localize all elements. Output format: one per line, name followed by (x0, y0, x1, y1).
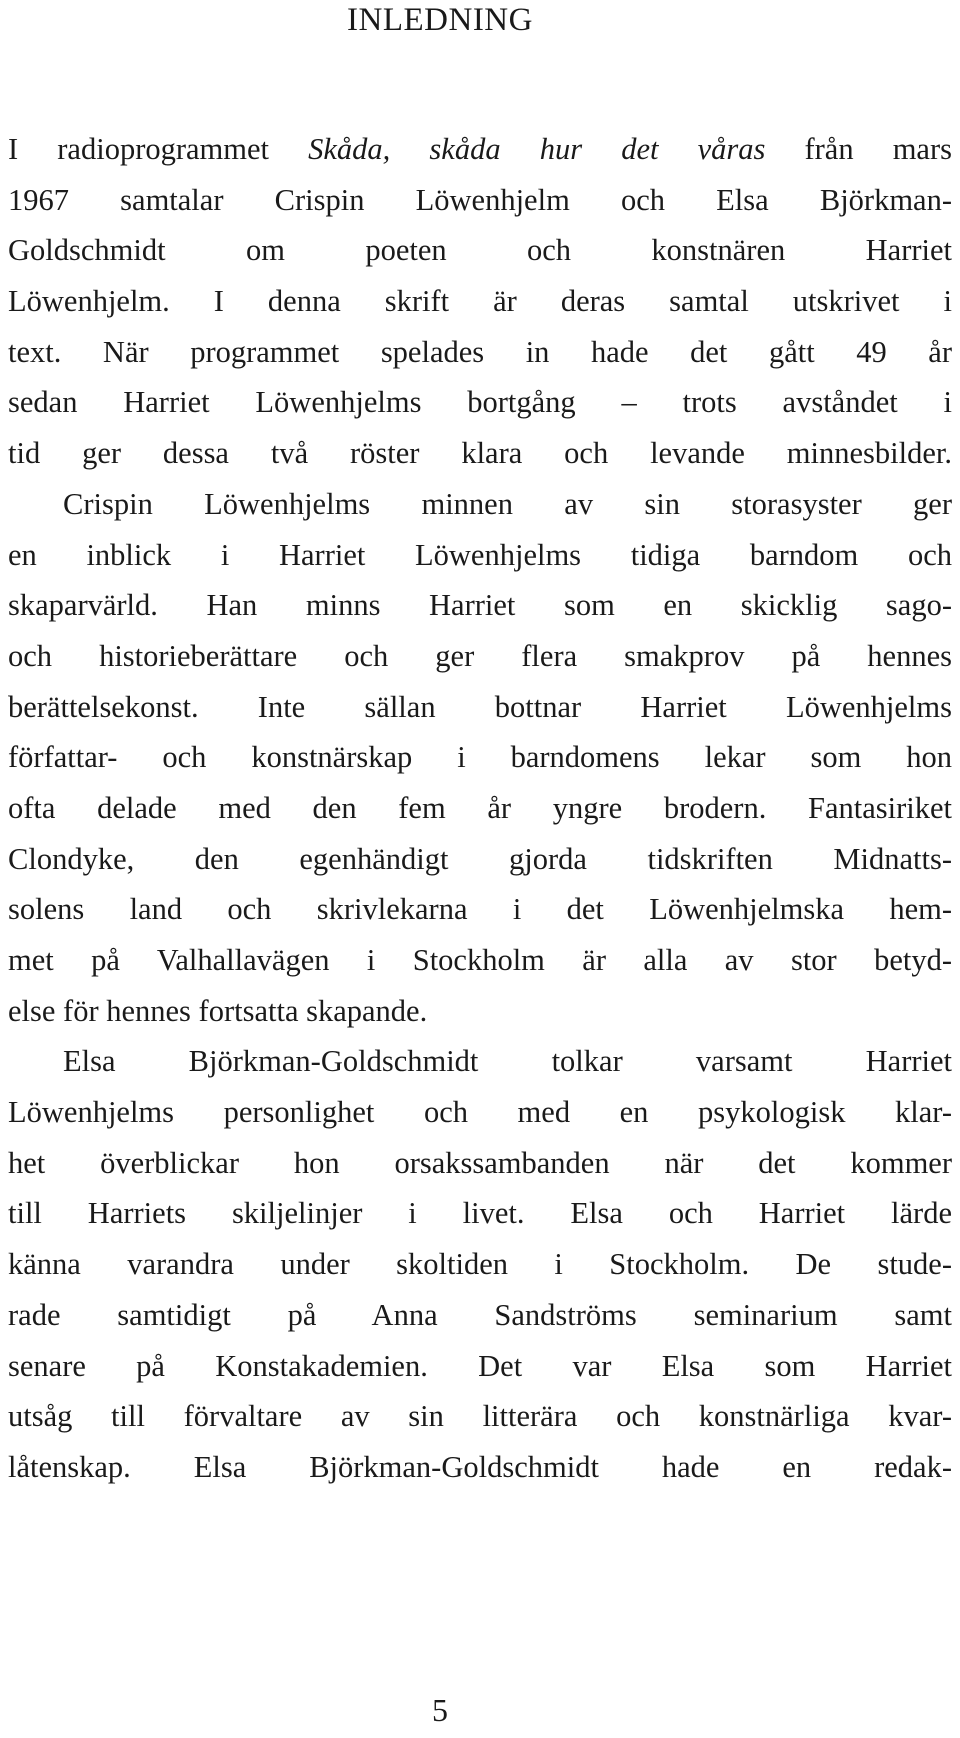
text-line: berättelsekonst. Inte sällan bottnar Harriet Löwenhjelms (8, 689, 952, 724)
text-line: else för hennes fortsatta skapande. (8, 993, 428, 1028)
text-line: sedan Harriet Löwenhjelms bortgång – trots avståndet i (8, 385, 952, 420)
text-line: skaparvärld. Han minns Harriet som en skicklig sago- (8, 588, 952, 623)
text-run: från mars (765, 132, 952, 166)
text-line: Löwenhjelms personlighet och med en psykologisk klar- (8, 1095, 952, 1130)
text-line: en inblick i Harriet Löwenhjelms tidiga barndom och (8, 537, 952, 572)
text-line: tid ger dessa två röster klara och levande minnesbilder. (8, 436, 952, 471)
text-run: I radioprogrammet (8, 132, 309, 166)
text-line: och historieberättare och ger flera smakprov på hennes (8, 638, 952, 673)
text-line: met på Valhallavägen i Stockholm är alla av stor betyd- (8, 943, 952, 977)
text-line: senare på Konstakademien. Det var Elsa som Harriet (8, 1348, 952, 1383)
text-line: utsåg till förvaltare av sin litterära och konstnärliga kvar- (8, 1399, 952, 1434)
text-line: känna varandra under skoltiden i Stockholm. De stude- (8, 1247, 952, 1282)
paragraph-1 (8, 124, 952, 479)
text-line: Goldschmidt om poeten och konstnären Harriet (8, 233, 952, 268)
text-line: het överblickar hon orsakssambanden när det kommer (8, 1145, 952, 1180)
text-line: 1967 samtalar Crispin Löwenhjelm och Elsa Björkman- (8, 182, 952, 217)
text-line: låtenskap. Elsa Björkman-Goldschmidt hade en redak- (8, 1449, 952, 1484)
page-heading: INLEDNING (347, 2, 533, 38)
text-line: till Harriets skiljelinjer i livet. Elsa och Harriet lärde (8, 1196, 952, 1231)
text-line: Elsa Björkman-Goldschmidt tolkar varsamt Harriet (63, 1044, 952, 1079)
text-line: Löwenhjelm. I denna skrift är deras samtal utskrivet i (8, 284, 952, 319)
text-line: ofta delade med den fem år yngre brodern. Fantasiriket (8, 790, 952, 825)
program-title: Skåda, skåda hur det våras (308, 132, 766, 166)
body-text (8, 124, 952, 1493)
page-number: 5 (432, 1692, 448, 1728)
text-line: solens land och skrivlekarna i det Löwenhjelmska hem- (8, 892, 952, 927)
text-line (8, 124, 952, 175)
text-line: text. När programmet spelades in hade det gått 49 år (8, 334, 952, 369)
text-line: författar- och konstnärskap i barndomens lekar som hon (8, 740, 952, 775)
paragraph-3 (8, 1036, 952, 1492)
text-line: Clondyke, den egenhändigt gjorda tidskriften Midnatts- (8, 841, 952, 876)
text-line: Crispin Löwenhjelms minnen av sin storasyster ger (63, 486, 952, 521)
paragraph-2 (8, 479, 952, 1037)
text-line: rade samtidigt på Anna Sandströms seminarium samt (8, 1297, 952, 1332)
